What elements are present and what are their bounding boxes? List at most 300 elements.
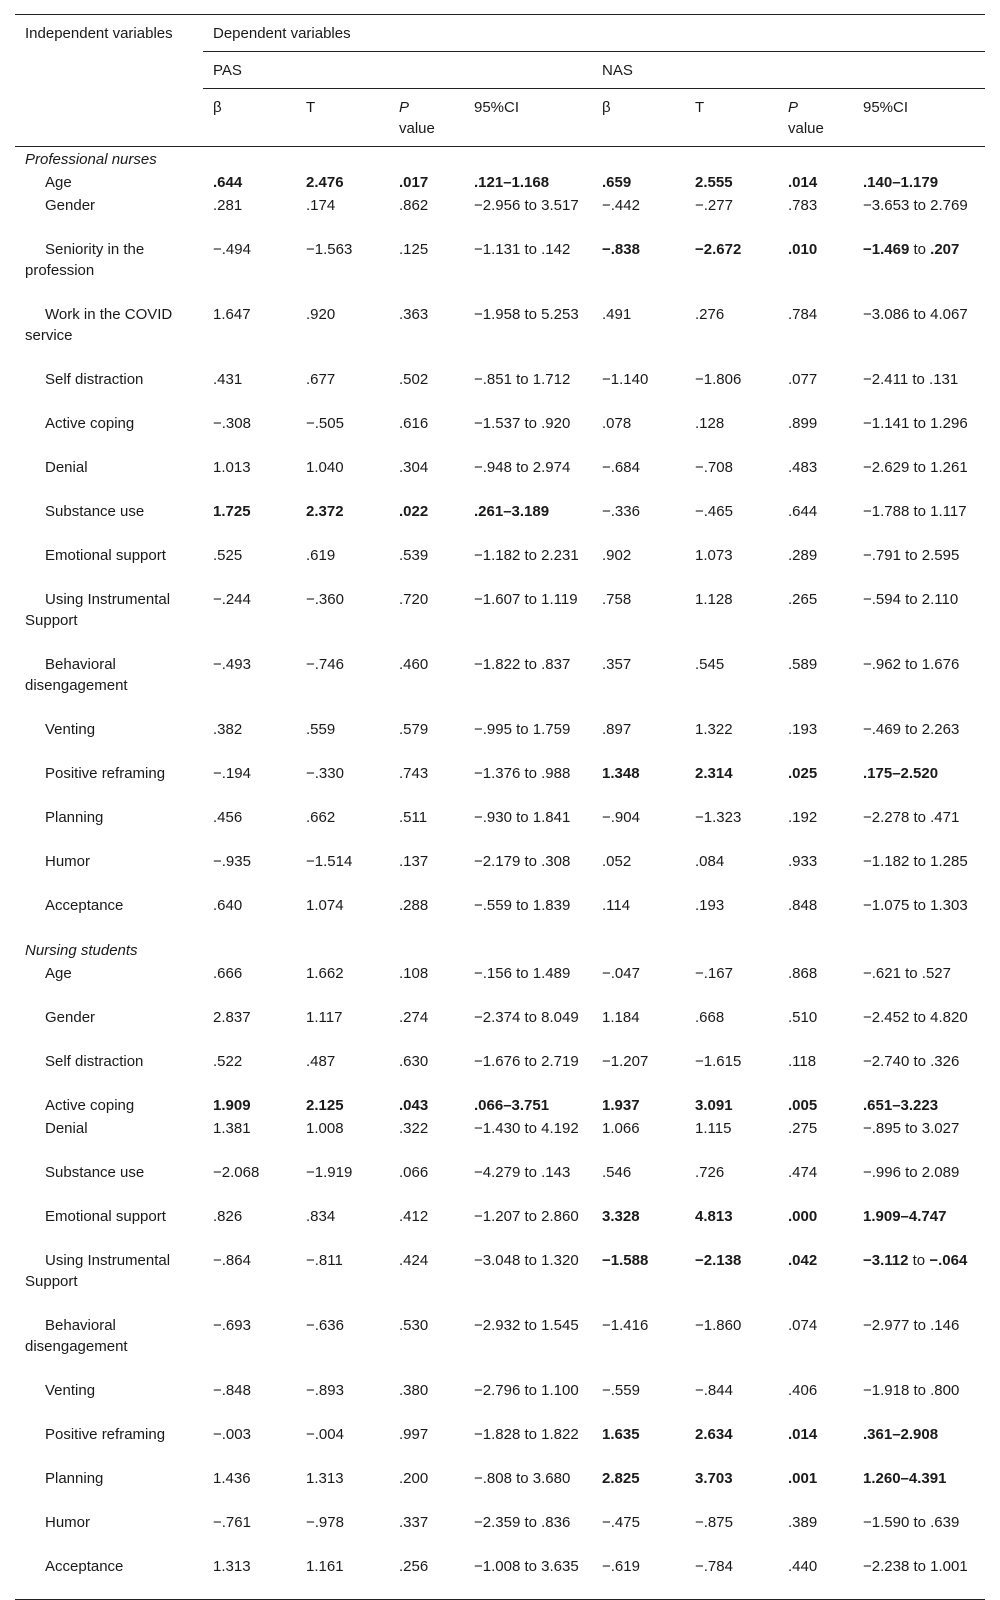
nas-ci-cell: −1.141 to 1.296	[863, 415, 968, 432]
pas-p-cell: .862	[399, 197, 429, 214]
variable-name	[15, 588, 203, 653]
pas-ci-cell: −.948 to 2.974	[474, 459, 571, 476]
nas-ci-cell: −2.278 to .471	[863, 809, 960, 826]
nas-beta-cell: −.684	[602, 459, 640, 476]
variable-label: Planning	[45, 809, 104, 826]
nas-beta-cell: −.904	[602, 809, 640, 826]
nas-beta-cell: .357	[602, 656, 632, 673]
nas-t-cell: .193	[695, 897, 725, 914]
table-row	[15, 806, 985, 850]
pas-ci-cell: −3.048 to 1.320	[474, 1252, 579, 1269]
nas-ci-cell: 1.260–4.391	[863, 1470, 947, 1487]
nas-beta-cell: .491	[602, 306, 632, 323]
table-row	[15, 962, 985, 1006]
nas-p-cell: .118	[788, 1053, 817, 1070]
pas-ci-cell: −.995 to 1.759	[474, 721, 571, 738]
nas-ci-cell: .651–3.223	[863, 1097, 939, 1114]
regression-table	[15, 14, 985, 1600]
pas-t-cell: 1.662	[306, 965, 344, 982]
variable-label: Age	[45, 174, 72, 191]
nas-beta-cell: 1.635	[602, 1426, 640, 1443]
pas-p-cell: .460	[399, 656, 429, 673]
nas-t-cell: 2.314	[695, 765, 733, 782]
nas-p-cell: .000	[788, 1208, 818, 1225]
pas-p-cell: .424	[399, 1252, 429, 1269]
variable-name	[15, 194, 203, 238]
pas-t-cell: 1.074	[306, 897, 344, 914]
nas-ci-cell: −.996 to 2.089	[863, 1164, 960, 1181]
table-row	[15, 456, 985, 500]
variable-label: Using Instrumental Support	[25, 1252, 171, 1290]
pas-ci-cell: −.559 to 1.839	[474, 897, 571, 914]
table-body	[15, 147, 985, 1600]
nas-p-cell: .784	[788, 306, 818, 323]
table-row	[15, 1050, 985, 1094]
nas-t-cell: 2.634	[695, 1426, 733, 1443]
pas-p-cell: .022	[399, 503, 429, 520]
pas-beta-cell: .525	[213, 547, 243, 564]
pas-p-cell: .256	[399, 1558, 429, 1575]
table-row	[15, 1314, 985, 1379]
pas-t-cell: 1.161	[306, 1558, 344, 1575]
pas-t-cell: .920	[306, 306, 336, 323]
nas-beta-cell: 1.066	[602, 1120, 640, 1137]
header-pas-p	[389, 89, 464, 147]
variable-label: Seniority in the profession	[25, 241, 145, 279]
nas-ci-cell	[853, 1249, 985, 1314]
nas-p-cell: .005	[788, 1097, 818, 1114]
pas-ci-cell: −4.279 to .143	[474, 1164, 571, 1181]
nas-ci-cell: −1.590 to .639	[863, 1514, 960, 1531]
variable-name	[15, 500, 203, 544]
pas-t-cell: −.893	[306, 1382, 344, 1399]
nas-beta-cell: −1.140	[602, 371, 649, 388]
nas-p-cell: .474	[788, 1164, 818, 1181]
table-row	[15, 544, 985, 588]
pas-t-cell: .619	[306, 547, 336, 564]
variable-label: Humor	[45, 853, 91, 870]
pas-ci-cell: −1.182 to 2.231	[474, 547, 579, 564]
pas-beta-cell: .666	[213, 965, 243, 982]
pas-ci-cell: −2.956 to 3.517	[474, 197, 579, 214]
header-nas-p-italic: P	[788, 99, 799, 116]
nas-ci-low: −1.469	[863, 241, 910, 258]
pas-p-cell: .363	[399, 306, 429, 323]
variable-label: Active coping	[45, 415, 135, 432]
variable-name	[15, 1511, 203, 1555]
header-pas-ci: 95%CI	[464, 89, 592, 147]
nas-beta-cell: −.619	[602, 1558, 640, 1575]
nas-ci-cell: −.469 to 2.263	[863, 721, 960, 738]
header-pas-beta: β	[203, 89, 296, 147]
pas-beta-cell: −.494	[213, 241, 251, 258]
pas-t-cell: 1.040	[306, 459, 344, 476]
variable-label: Active coping	[45, 1097, 135, 1114]
group-label: Professional nurses	[25, 151, 157, 168]
pas-t-cell: .662	[306, 809, 336, 826]
pas-t-cell: −.004	[306, 1426, 344, 1443]
table-row	[15, 1379, 985, 1423]
nas-p-cell: .483	[788, 459, 818, 476]
variable-label: Self distraction	[45, 1053, 144, 1070]
variable-label: Venting	[45, 721, 96, 738]
pas-p-cell: .720	[399, 591, 429, 608]
nas-t-cell: −.465	[695, 503, 733, 520]
nas-t-cell: 2.555	[695, 174, 733, 191]
pas-t-cell: .834	[306, 1208, 336, 1225]
pas-p-cell: .125	[399, 241, 429, 258]
pas-ci-cell: −2.796 to 1.100	[474, 1382, 579, 1399]
nas-beta-cell: .902	[602, 547, 632, 564]
nas-beta-cell: −.336	[602, 503, 640, 520]
nas-p-cell: .933	[788, 853, 818, 870]
pas-t-cell: 2.372	[306, 503, 344, 520]
pas-ci-cell: −1.207 to 2.860	[474, 1208, 579, 1225]
header-pas: PAS	[203, 52, 592, 89]
pas-t-cell: 1.008	[306, 1120, 344, 1137]
nas-ci-cell: −2.740 to .326	[863, 1053, 960, 1070]
nas-p-cell: .783	[788, 197, 818, 214]
table-row	[15, 718, 985, 762]
nas-beta-cell: −1.207	[602, 1053, 649, 1070]
variable-label: Acceptance	[45, 897, 124, 914]
pas-beta-cell: .826	[213, 1208, 243, 1225]
nas-t-cell: .128	[695, 415, 725, 432]
table-row	[15, 1161, 985, 1205]
table-row	[15, 1205, 985, 1249]
variable-label: Self distraction	[45, 371, 144, 388]
pas-beta-cell: 1.647	[213, 306, 251, 323]
nas-beta-cell: −.442	[602, 197, 640, 214]
pas-p-cell: .337	[399, 1514, 429, 1531]
nas-t-cell: −2.672	[695, 241, 742, 258]
pas-ci-cell: −1.376 to .988	[474, 765, 571, 782]
nas-ci-to: to	[909, 241, 931, 258]
pas-beta-cell: −.761	[213, 1514, 251, 1531]
variable-label: Using Instrumental Support	[25, 591, 171, 629]
variable-name	[15, 456, 203, 500]
header-dependent-variables: Dependent variables	[203, 15, 985, 52]
pas-p-cell: .043	[399, 1097, 429, 1114]
pas-p-cell: .017	[399, 174, 429, 191]
pas-ci-cell: −1.958 to 5.253	[474, 306, 579, 323]
nas-ci-cell: .140–1.179	[863, 174, 939, 191]
pas-p-cell: .108	[399, 965, 429, 982]
nas-p-cell: .077	[788, 371, 818, 388]
nas-ci-cell: −2.452 to 4.820	[863, 1009, 968, 1026]
header-nas: NAS	[592, 52, 985, 89]
nas-t-cell: −.875	[695, 1514, 733, 1531]
pas-p-cell: .322	[399, 1120, 429, 1137]
pas-p-cell: .997	[399, 1426, 429, 1443]
nas-t-cell: .084	[695, 853, 725, 870]
variable-label: Behavioral disengagement	[25, 1317, 128, 1355]
nas-beta-cell: −.047	[602, 965, 640, 982]
nas-t-cell: −.167	[695, 965, 733, 982]
variable-name	[15, 762, 203, 806]
nas-beta-cell: .052	[602, 853, 632, 870]
header-independent-variables: Independent variables	[15, 15, 203, 147]
nas-beta-cell: .078	[602, 415, 632, 432]
pas-ci-cell: −1.537 to .920	[474, 415, 571, 432]
variable-name	[15, 1467, 203, 1511]
pas-t-cell: −1.514	[306, 853, 353, 870]
variable-name	[15, 1094, 203, 1117]
pas-p-cell: .630	[399, 1053, 429, 1070]
pas-t-cell: −.360	[306, 591, 344, 608]
pas-beta-cell: 1.381	[213, 1120, 251, 1137]
header-pas-p-value: value	[399, 120, 435, 137]
header-nas-p-value: value	[788, 120, 824, 137]
pas-t-cell: 1.117	[306, 1009, 343, 1026]
pas-t-cell: 1.313	[306, 1470, 344, 1487]
pas-p-cell: .137	[399, 853, 429, 870]
variable-name	[15, 303, 203, 368]
pas-beta-cell: .640	[213, 897, 243, 914]
pas-beta-cell: .456	[213, 809, 243, 826]
variable-label: Emotional support	[45, 547, 166, 564]
pas-beta-cell: −.864	[213, 1252, 251, 1269]
nas-t-cell: −1.806	[695, 371, 742, 388]
nas-t-cell: .726	[695, 1164, 725, 1181]
variable-name	[15, 1117, 203, 1161]
variable-name	[15, 962, 203, 1006]
table-row	[15, 1117, 985, 1161]
nas-beta-cell: 1.184	[602, 1009, 640, 1026]
table-row	[15, 303, 985, 368]
variable-name	[15, 1161, 203, 1205]
variable-label: Substance use	[45, 1164, 145, 1181]
table-row	[15, 412, 985, 456]
pas-beta-cell: 1.436	[213, 1470, 251, 1487]
nas-p-cell: .644	[788, 503, 818, 520]
table-row	[15, 238, 985, 303]
variable-name	[15, 1050, 203, 1094]
variable-label: Gender	[45, 197, 96, 214]
table-row	[15, 1467, 985, 1511]
pas-beta-cell: −.003	[213, 1426, 251, 1443]
variable-label: Denial	[45, 459, 88, 476]
nas-ci-cell: −3.086 to 4.067	[863, 306, 968, 323]
table-row	[15, 588, 985, 653]
variable-name	[15, 544, 203, 588]
pas-t-cell: .174	[306, 197, 336, 214]
header-pas-t: T	[296, 89, 389, 147]
nas-p-cell: .265	[788, 591, 818, 608]
table-row	[15, 762, 985, 806]
pas-beta-cell: −.935	[213, 853, 251, 870]
variable-name	[15, 850, 203, 894]
pas-beta-cell: −.308	[213, 415, 251, 432]
header-nas-p	[778, 89, 853, 147]
pas-ci-cell: .066–3.751	[474, 1097, 550, 1114]
nas-p-cell: .014	[788, 1426, 818, 1443]
pas-p-cell: .066	[399, 1164, 429, 1181]
variable-name	[15, 1314, 203, 1379]
variable-label: Venting	[45, 1382, 96, 1399]
table-row	[15, 1006, 985, 1050]
variable-name	[15, 718, 203, 762]
pas-p-cell: .539	[399, 547, 429, 564]
pas-beta-cell: .644	[213, 174, 243, 191]
pas-p-cell: .288	[399, 897, 429, 914]
variable-name	[15, 1249, 203, 1314]
nas-p-cell: .025	[788, 765, 818, 782]
nas-p-cell: .014	[788, 174, 818, 191]
pas-t-cell: .677	[306, 371, 336, 388]
table-row	[15, 894, 985, 938]
pas-ci-cell: −.156 to 1.489	[474, 965, 571, 982]
nas-beta-cell: .758	[602, 591, 632, 608]
nas-ci-cell: −.962 to 1.676	[863, 656, 960, 673]
nas-beta-cell: −.475	[602, 1514, 640, 1531]
nas-ci-low: −3.112	[863, 1252, 909, 1269]
nas-t-cell: −.708	[695, 459, 733, 476]
pas-ci-cell: .121–1.168	[474, 174, 550, 191]
nas-p-cell: .192	[788, 809, 818, 826]
nas-beta-cell: −.559	[602, 1382, 640, 1399]
pas-beta-cell: .382	[213, 721, 243, 738]
nas-beta-cell: .659	[602, 174, 632, 191]
pas-ci-cell: −.851 to 1.712	[474, 371, 571, 388]
nas-ci-high: −.064	[929, 1252, 968, 1269]
nas-t-cell: 3.091	[695, 1097, 733, 1114]
nas-t-cell: −2.138	[695, 1252, 742, 1269]
pas-ci-cell: −1.008 to 3.635	[474, 1558, 579, 1575]
pas-ci-cell: −1.828 to 1.822	[474, 1426, 579, 1443]
nas-ci-cell: −2.238 to 1.001	[863, 1558, 968, 1575]
nas-ci-high: .207	[930, 241, 960, 258]
nas-p-cell: .510	[788, 1009, 818, 1026]
table-row	[15, 1555, 985, 1599]
nas-t-cell: −1.615	[695, 1053, 742, 1070]
nas-beta-cell: 1.937	[602, 1097, 640, 1114]
pas-beta-cell: −.848	[213, 1382, 251, 1399]
table-row	[15, 1511, 985, 1555]
nas-p-cell: .042	[788, 1252, 818, 1269]
nas-beta-cell: .897	[602, 721, 632, 738]
nas-beta-cell: −1.416	[602, 1317, 649, 1334]
group-row	[15, 938, 985, 962]
variable-label: Substance use	[45, 503, 145, 520]
nas-ci-cell: −.895 to 3.027	[863, 1120, 960, 1137]
nas-beta-cell: 1.348	[602, 765, 640, 782]
nas-t-cell: 1.073	[695, 547, 733, 564]
pas-p-cell: .412	[399, 1208, 429, 1225]
nas-ci-cell: −2.629 to 1.261	[863, 459, 968, 476]
pas-ci-cell: −2.359 to .836	[474, 1514, 571, 1531]
pas-ci-cell: −1.430 to 4.192	[474, 1120, 579, 1137]
nas-ci-cell: −3.653 to 2.769	[863, 197, 968, 214]
variable-name	[15, 653, 203, 718]
nas-ci-cell: −.594 to 2.110	[863, 591, 959, 608]
pas-t-cell: 2.125	[306, 1097, 344, 1114]
nas-ci-cell: −1.075 to 1.303	[863, 897, 968, 914]
variable-name	[15, 1379, 203, 1423]
group-row	[15, 147, 985, 172]
pas-p-cell: .380	[399, 1382, 429, 1399]
variable-label: Gender	[45, 1009, 96, 1026]
pas-p-cell: .616	[399, 415, 429, 432]
variable-name	[15, 894, 203, 938]
nas-t-cell: 1.322	[695, 721, 733, 738]
pas-ci-cell: −1.676 to 2.719	[474, 1053, 579, 1070]
nas-ci-cell: −1.182 to 1.285	[863, 853, 968, 870]
nas-p-cell: .193	[788, 721, 818, 738]
nas-t-cell: −.277	[695, 197, 733, 214]
pas-ci-cell: .261–3.189	[474, 503, 550, 520]
nas-t-cell: −.844	[695, 1382, 733, 1399]
pas-beta-cell: 1.909	[213, 1097, 251, 1114]
nas-p-cell: .074	[788, 1317, 818, 1334]
pas-ci-cell: −2.374 to 8.049	[474, 1009, 579, 1026]
nas-t-cell: 1.128	[695, 591, 733, 608]
nas-p-cell: .389	[788, 1514, 818, 1531]
table-row	[15, 850, 985, 894]
nas-ci-cell: .361–2.908	[863, 1426, 939, 1443]
table-row	[15, 171, 985, 194]
pas-t-cell: .559	[306, 721, 336, 738]
variable-label: Positive reframing	[45, 765, 166, 782]
pas-p-cell: .743	[399, 765, 429, 782]
pas-beta-cell: 1.725	[213, 503, 251, 520]
variable-label: Emotional support	[45, 1208, 166, 1225]
nas-ci-cell: −.621 to .527	[863, 965, 951, 982]
pas-p-cell: .530	[399, 1317, 429, 1334]
pas-p-cell: .200	[399, 1470, 429, 1487]
pas-ci-cell: −.930 to 1.841	[474, 809, 571, 826]
pas-p-cell: .274	[399, 1009, 429, 1026]
pas-beta-cell: 1.313	[213, 1558, 251, 1575]
nas-p-cell: .868	[788, 965, 818, 982]
pas-beta-cell: −.693	[213, 1317, 251, 1334]
pas-t-cell: 2.476	[306, 174, 344, 191]
variable-name	[15, 238, 203, 303]
nas-p-cell: .406	[788, 1382, 818, 1399]
pas-beta-cell: −.244	[213, 591, 251, 608]
nas-t-cell: −1.860	[695, 1317, 742, 1334]
pas-beta-cell: −2.068	[213, 1164, 260, 1181]
nas-ci-cell: −2.411 to .131	[863, 371, 959, 388]
variable-label: Humor	[45, 1514, 91, 1531]
header-pas-p-italic: P	[399, 99, 410, 116]
nas-beta-cell: 3.328	[602, 1208, 640, 1225]
pas-p-cell: .511	[399, 809, 428, 826]
variable-label: Acceptance	[45, 1558, 124, 1575]
table-row	[15, 368, 985, 412]
variable-name	[15, 412, 203, 456]
nas-p-cell: .289	[788, 547, 818, 564]
table-header	[15, 15, 985, 147]
table-row	[15, 653, 985, 718]
variable-name	[15, 1006, 203, 1050]
pas-beta-cell: .431	[213, 371, 243, 388]
nas-ci-cell: 1.909–4.747	[863, 1208, 947, 1225]
nas-ci-cell: .175–2.520	[863, 765, 939, 782]
nas-t-cell: −1.323	[695, 809, 742, 826]
pas-t-cell: −1.563	[306, 241, 353, 258]
pas-t-cell: −.811	[306, 1252, 343, 1269]
pas-t-cell: −.636	[306, 1317, 344, 1334]
table-row	[15, 500, 985, 544]
variable-label: Planning	[45, 1470, 104, 1487]
pas-t-cell: −1.919	[306, 1164, 353, 1181]
table-row	[15, 1094, 985, 1117]
variable-name	[15, 1205, 203, 1249]
variable-name	[15, 1555, 203, 1599]
pas-beta-cell: 2.837	[213, 1009, 251, 1026]
pas-beta-cell: −.194	[213, 765, 251, 782]
